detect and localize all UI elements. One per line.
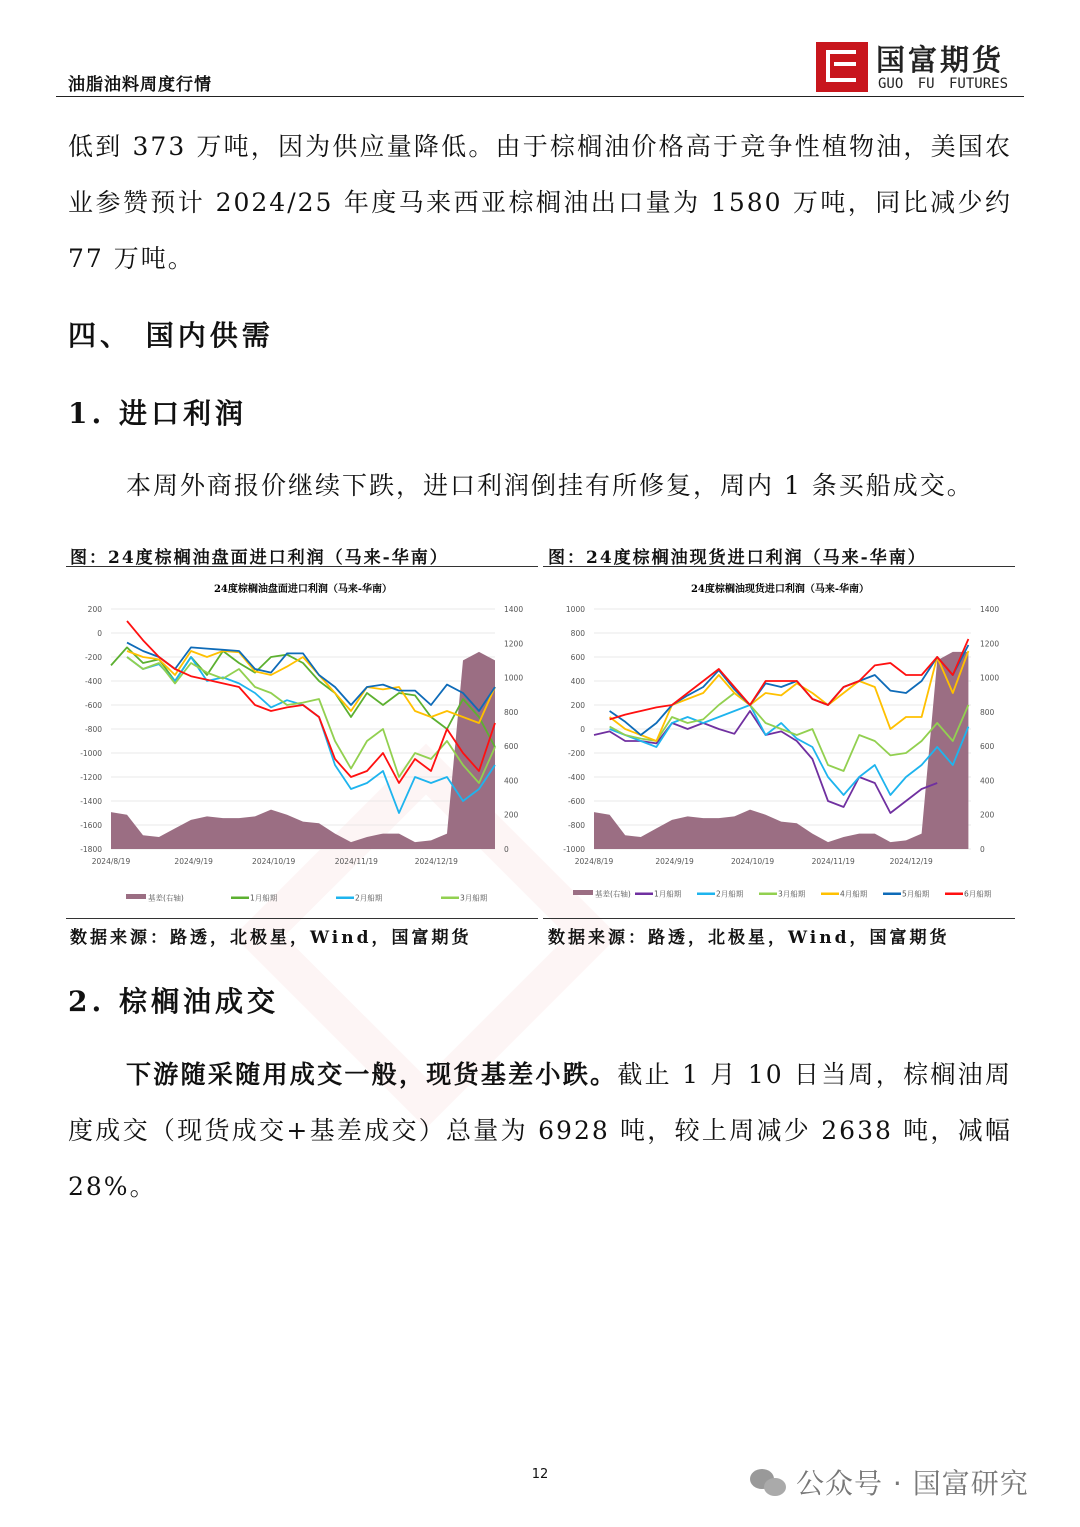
y2-tick-label: 1200 (980, 639, 1000, 649)
y-tick-label: 200 (87, 605, 102, 614)
y2-tick-label: 600 (504, 742, 519, 752)
y-tick-label: 400 (570, 677, 585, 686)
import-profit-paragraph: 本周外商报价继续下跌，进口利润倒挂有所修复，周内 1 条买船成交。 (126, 471, 974, 500)
legend-swatch (945, 893, 963, 896)
x-tick-label: 2024/12/19 (889, 857, 933, 866)
chart-title: 24度棕榈油盘面进口利润（马来-华南） (213, 584, 393, 595)
y2-tick-label: 1000 (980, 673, 1000, 683)
y-tick-label: -800 (84, 725, 102, 734)
legend-swatch (759, 893, 777, 896)
series-line-1 (594, 711, 937, 813)
legend-label: 2月船期 (716, 889, 744, 899)
x-tick-label: 2024/9/19 (655, 857, 694, 866)
palm-trade-body: 截止 1 月 10 日当周，棕榈油周度成交（现货成交+基差成交）总量为 6928 吨，较上周减少 2638 吨，减幅 28%。 (68, 1060, 1012, 1201)
x-tick-label: 2024/11/19 (811, 857, 855, 866)
y-tick-label: 600 (570, 653, 585, 662)
x-tick-label: 2024/12/19 (414, 857, 458, 866)
series-line-4 (127, 651, 495, 723)
spot-import-profit-chart (543, 570, 1017, 910)
y-tick-label: -200 (84, 653, 102, 662)
y2-tick-label: 1400 (980, 605, 1000, 614)
y-tick-label: -1400 (80, 797, 102, 806)
legend-label: 基差(右轴) (148, 893, 184, 903)
legend-label: 3月船期 (460, 893, 488, 903)
y2-tick-label: 0 (980, 845, 985, 854)
legend-swatch (821, 893, 839, 896)
y-tick-label: -800 (567, 821, 585, 830)
y-tick-label: 1000 (565, 605, 585, 614)
figure-source-2: 数据来源：路透，北极星，Wind，国富期货 (548, 928, 950, 948)
x-tick-label: 2024/10/19 (252, 857, 296, 866)
series-line-3 (127, 657, 495, 783)
futures-import-profit-chart (66, 570, 540, 910)
wechat-icon (750, 1469, 786, 1497)
legend-label: 基差(右轴) (595, 889, 631, 899)
palm-trade-paragraph (68, 1047, 1012, 1215)
y-tick-label: -200 (567, 749, 585, 758)
legend-swatch (883, 893, 901, 896)
legend-label: 2月船期 (355, 893, 383, 903)
page-number: 12 (531, 1467, 549, 1482)
figure-source-1: 数据来源：路透，北极星，Wind，国富期货 (70, 928, 472, 948)
header-divider (56, 96, 1024, 97)
palm-trade-lead: 下游随采随用成交一般，现货基差小跌。 (126, 1060, 618, 1089)
subsection-heading-import-profit: 1. 进口利润 (68, 397, 247, 430)
series-line-2 (610, 705, 969, 795)
y-tick-label: 800 (570, 629, 585, 638)
legend-label: 6月船期 (964, 889, 992, 899)
header-title: 油脂油料周度行情 (68, 75, 212, 95)
figure-top-rule-2 (543, 566, 1015, 567)
series-line-4 (610, 651, 969, 741)
y2-tick-label: 800 (504, 707, 519, 717)
y-tick-label: -1000 (80, 749, 102, 758)
y-tick-label: -1800 (80, 845, 102, 854)
y2-tick-label: 400 (980, 776, 995, 786)
legend-swatch (231, 897, 249, 900)
y-tick-label: -1000 (563, 845, 585, 854)
y2-tick-label: 400 (504, 776, 519, 786)
series-line-2 (127, 657, 495, 813)
legend-swatch (573, 890, 593, 895)
y-tick-label: 0 (580, 725, 585, 734)
y2-tick-label: 1400 (504, 605, 524, 614)
legend-swatch (697, 893, 715, 896)
legend-swatch (336, 897, 354, 900)
y-tick-label: -400 (567, 773, 585, 782)
y2-tick-label: 800 (980, 707, 995, 717)
figure-bottom-rule-2 (543, 918, 1015, 919)
y2-tick-label: 200 (504, 810, 519, 820)
x-tick-label: 2024/8/19 (91, 857, 131, 866)
logo-mark-icon (816, 42, 868, 92)
y-tick-label: -400 (84, 677, 102, 686)
y-tick-label: 0 (97, 629, 102, 638)
legend-label: 5月船期 (902, 889, 930, 899)
section-heading: 四、 国内供需 (68, 319, 274, 352)
y2-tick-label: 1200 (504, 639, 524, 649)
subsection-heading-palm-trade: 2. 棕榈油成交 (68, 985, 279, 1018)
y2-tick-label: 0 (504, 845, 509, 854)
legend-label: 4月船期 (840, 889, 868, 899)
x-tick-label: 2024/10/19 (730, 857, 775, 866)
wechat-account: 公众号 · 国富研究 (796, 1467, 1029, 1500)
legend-swatch (441, 897, 459, 900)
x-tick-label: 2024/9/19 (174, 857, 213, 866)
legend-label: 1月船期 (654, 889, 682, 899)
y-tick-label: -1600 (80, 821, 102, 830)
y2-tick-label: 600 (980, 742, 995, 752)
chart-title: 24度棕榈油现货进口利润（马来-华南） (690, 584, 870, 595)
legend-label: 3月船期 (778, 889, 806, 899)
figure-caption-1: 图：24度棕榈油盘面进口利润（马来-华南） (70, 548, 449, 568)
wechat-signature (750, 1462, 1029, 1502)
company-logo (816, 42, 1026, 94)
logo-cn: 国富期货 (876, 43, 1005, 77)
legend-swatch (126, 894, 146, 899)
logo-en: GUO FU FUTURES (878, 76, 1009, 92)
figure-bottom-rule-1 (66, 918, 538, 919)
series-line-6 (610, 639, 969, 719)
y2-tick-label: 200 (980, 810, 995, 820)
x-tick-label: 2024/8/19 (574, 857, 614, 866)
series-line-6 (127, 621, 495, 783)
x-tick-label: 2024/11/19 (334, 857, 378, 866)
y-tick-label: -600 (84, 701, 102, 710)
basis-area (111, 652, 495, 849)
legend-label: 1月船期 (250, 893, 278, 903)
intro-paragraph: 低到 373 万吨，因为供应量降低。由于棕榈油价格高于竞争性植物油，美国农业参赞预计 2024/25 年度马来西亚棕榈油出口量为 1580 万吨，同比减少约 77 万吨。 (68, 132, 1012, 273)
y2-tick-label: 1000 (504, 673, 524, 683)
y-tick-label: -600 (567, 797, 585, 806)
figure-top-rule-1 (66, 566, 538, 567)
y-tick-label: -1200 (80, 773, 102, 782)
legend-swatch (635, 893, 653, 896)
y-tick-label: 200 (570, 701, 585, 710)
figure-caption-2: 图：24度棕榈油现货进口利润（马来-华南） (548, 548, 927, 568)
